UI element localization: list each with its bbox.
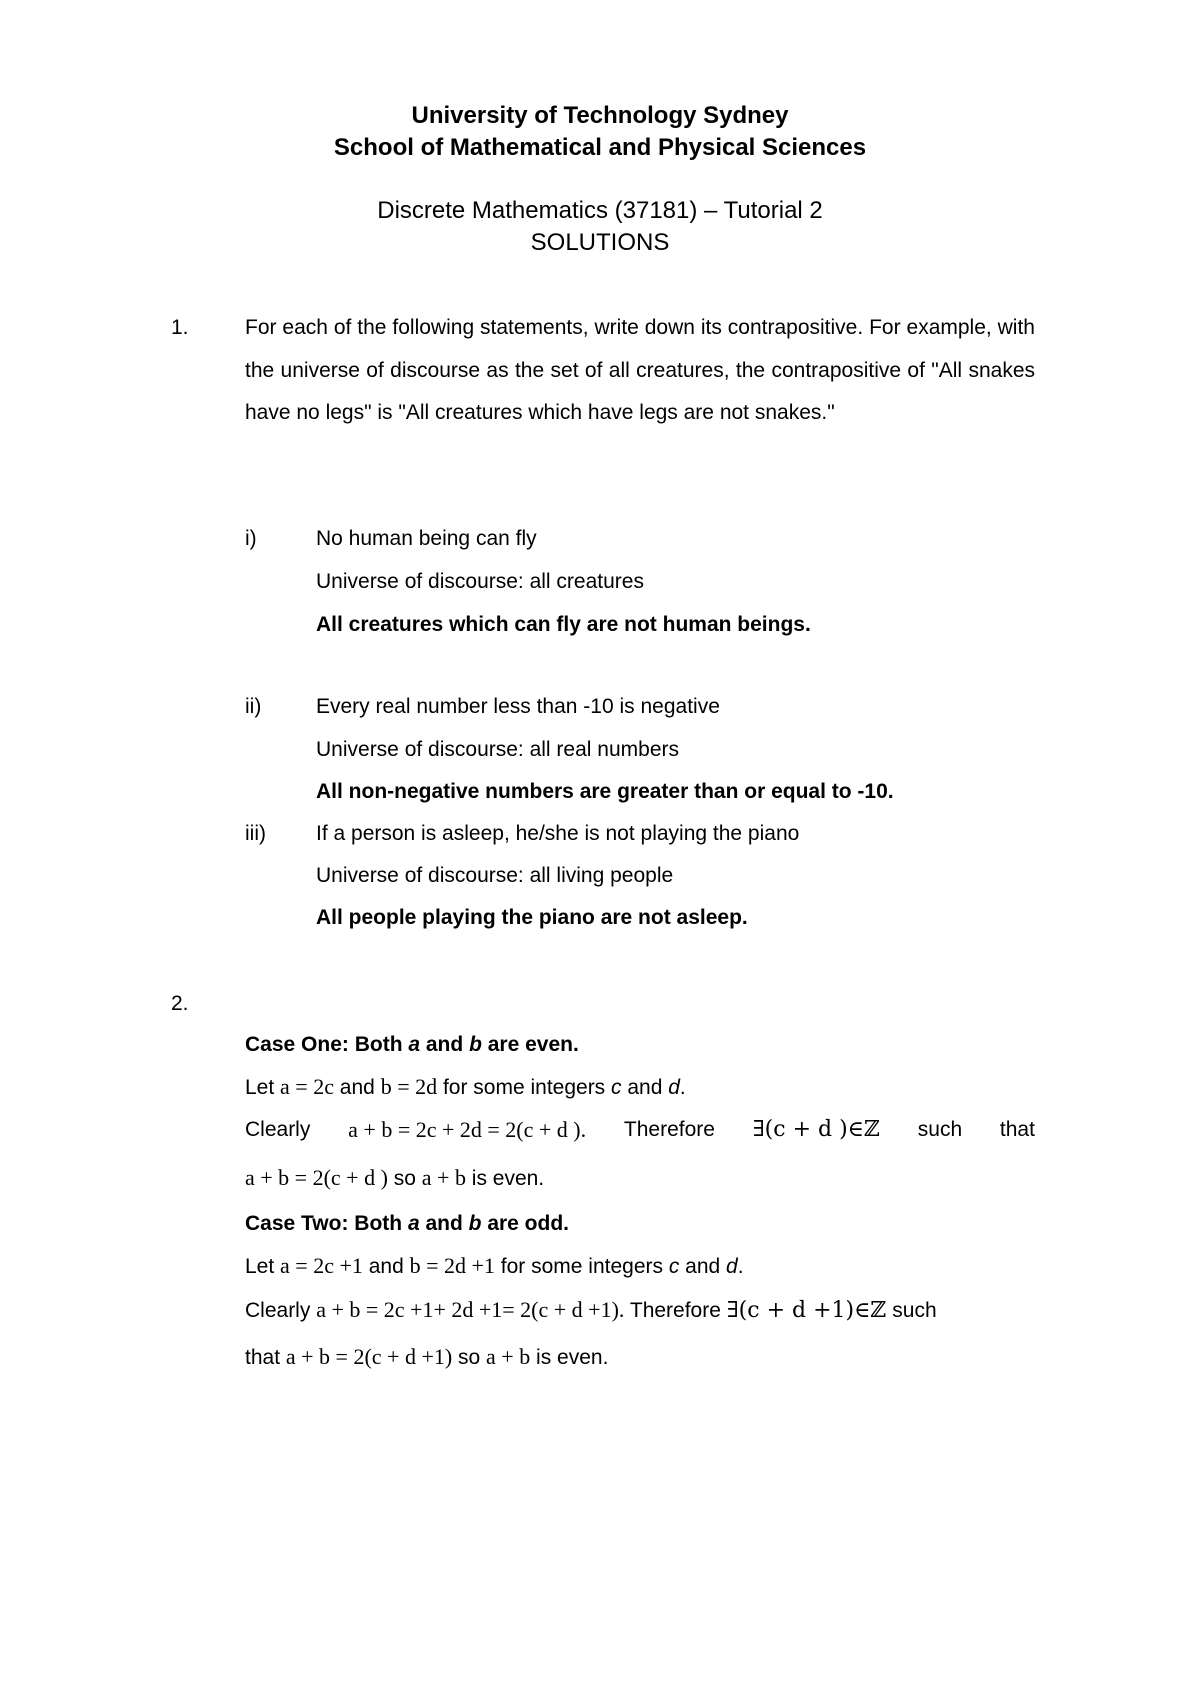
question-1-number: 1.: [171, 316, 189, 339]
part-ii-label: ii): [245, 695, 262, 718]
part-i-universe: Universe of discourse: all creatures: [316, 570, 644, 593]
course-title: Discrete Mathematics (37181) – Tutorial 2: [377, 197, 823, 224]
solutions-subtitle: SOLUTIONS: [530, 229, 670, 256]
case-one-let-line: Let a = 2c and b = 2d for some integers c and d.: [245, 1074, 686, 1099]
part-i-label: i): [245, 527, 257, 550]
part-i-answer: All creatures which can fly are not human beings.: [316, 613, 811, 636]
case-one-eq-a: a = 2c: [280, 1074, 334, 1099]
part-ii-answer: All non-negative numbers are greater than or equal to -10.: [316, 780, 894, 803]
case-two-exists-expression: ∃(c + d +1)∈ℤ: [726, 1298, 887, 1323]
case-two-let-line: Let a = 2c +1 and b = 2d +1 for some integers c and d.: [245, 1253, 744, 1278]
part-iii-universe: Universe of discourse: all living people: [316, 864, 674, 887]
case-one-exists-expression: ∃(c + d )∈ℤ: [752, 1117, 880, 1142]
case-one-heading: Case One: Both a and b are even.: [245, 1033, 579, 1056]
case-two-clearly-line: Clearly a + b = 2c +1+ 2d +1= 2(c + d +1). Therefore ∃(c + d +1)∈ℤ such: [245, 1297, 937, 1323]
case-one-eq-b: b = 2d: [380, 1074, 438, 1099]
school-title: School of Mathematical and Physical Sciences: [333, 134, 867, 161]
case-two-eq-a: a = 2c +1: [280, 1253, 363, 1278]
case-two-conclusion: that a + b = 2(c + d +1) so a + b is even.: [245, 1344, 609, 1369]
case-two-eq-b: b = 2d +1: [409, 1253, 495, 1278]
question-2-number: 2.: [171, 992, 189, 1015]
part-i-statement: No human being can fly: [316, 527, 537, 550]
case-two-heading: Case Two: Both a and b are odd.: [245, 1212, 570, 1235]
university-title: University of Technology Sydney: [411, 102, 789, 129]
part-iii-answer: All people playing the piano are not asleep.: [316, 906, 748, 929]
case-one-clearly-line: Clearly a + b = 2c + 2d = 2(c + d ). Therefore ∃(c + d )∈ℤ such that: [245, 1117, 1035, 1142]
part-ii-universe: Universe of discourse: all real numbers: [316, 738, 679, 761]
part-iii-statement: If a person is asleep, he/she is not playing the piano: [316, 822, 800, 845]
case-one-conclusion: a + b = 2(c + d ) so a + b is even.: [245, 1165, 545, 1190]
question-1-intro: For each of the following statements, write down its contrapositive. For example, with the universe of discourse as the set of all creatures, the contrapositive of "All snakes have no legs" is "All creatures which have legs are not snakes.": [245, 316, 1035, 424]
case-one-main-equation: a + b = 2c + 2d = 2(c + d ).: [348, 1117, 587, 1142]
part-iii-label: iii): [245, 822, 266, 845]
case-two-main-equation: a + b = 2c +1+ 2d +1= 2(c + d +1).: [316, 1297, 625, 1322]
part-ii-statement: Every real number less than -10 is negative: [316, 695, 720, 718]
